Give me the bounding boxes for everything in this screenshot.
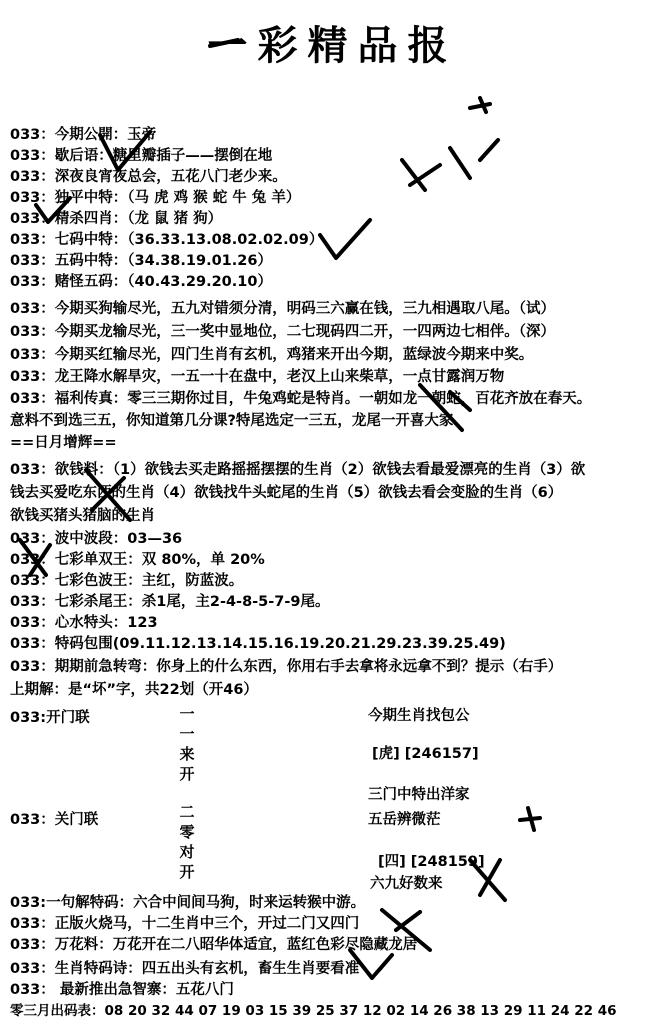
line-qima: 033：七码中特：（36.33.13.08.02.02.09） (10, 232, 324, 248)
page-title: 一彩精品报 (207, 22, 458, 69)
line-gou: 033：今期买狗输尽光，五九对错须分清，明码三六赢在钱，三九相遇取八尾。（试） (10, 301, 556, 317)
zodiac-title: 今期生肖找包公 (368, 708, 470, 724)
line-xinshui: 033：心水特头：123 (10, 615, 158, 631)
scribble-top-right (470, 98, 490, 112)
open-couplet-label: 033:开门联 (10, 710, 90, 726)
check-mark-3 (320, 220, 370, 258)
line-fuli: 033：福利传真：零三三期你过目，牛兔鸡蛇是特肖。一朝如龙一朝蛇，百花齐放在春天。 (10, 391, 592, 407)
zodiac-answer-2: [四] [248159] (378, 854, 485, 870)
close-couplet-label: 033：关门联 (10, 812, 99, 828)
zodiac-poem-2: 五岳辨微茫 (368, 812, 441, 828)
line-bozhong: 033：波中波段：03—36 (10, 531, 183, 547)
line-shengxiaoshi: 033：生肖特码诗：四五出头有玄机，畜生生肖要看准 (10, 961, 360, 977)
section-riyue: ==日月增辉== (10, 435, 117, 451)
line-yuqian-2: 钱去买爱吃东西的生肖（4）欲钱找牛头蛇尾的生肖（5）欲钱去看会变脸的生肖（6） (10, 485, 563, 501)
line-wanhua: 033：万花料：万花开在二八昭华体适宜，蓝红色彩尽隐藏龙居 (10, 937, 418, 953)
scribble-right-1 (520, 808, 540, 830)
line-xiehouyu: 033：歇后语：糖里瓣插子——摆倒在地 (10, 148, 273, 164)
line-long: 033：今期买龙输尽光，三一奖中显地位，二七现码四二开，一四两边七相伴。（深） (10, 324, 556, 340)
line-gongkai: 033：今期公開：玉帝 (10, 127, 157, 143)
line-yijujie: 033:一句解特码：六合中间间马狗，时来运转猴中游。 (10, 895, 366, 911)
line-sebo: 033：七彩色波王：主红，防蓝波。 (10, 573, 244, 589)
open-couplet-text: 一 一 来 开 (179, 705, 195, 783)
line-chumabiao: 零三月出码表：08 20 32 44 07 19 03 15 39 25 37 12 02 14 26 38 13 29 11 24 22 46 (10, 1003, 617, 1019)
zodiac-poem-1: 三门中特出洋家 (368, 787, 470, 803)
line-duping: 033：独平中特：（马 虎 鸡 猴 蛇 牛 兔 羊） (10, 190, 301, 206)
line-shawei: 033：七彩杀尾王：杀1尾，主2-4-8-5-7-9尾。 (10, 594, 330, 610)
line-shangqi: 上期解：是“坏”字，共22划（开46） (10, 682, 258, 698)
line-baowei: 033：特码包围(09.11.12.13.14.15.16.19.20.21.29.23.39.25.49) (10, 636, 506, 652)
zodiac-answer-1: [虎] [246157] (372, 746, 479, 762)
line-huoshaoma: 033：正版火烧马，十二生肖中三个，开过二门又四门 (10, 916, 360, 932)
line-wuma: 033：五码中特：（34.38.19.01.26） (10, 253, 272, 269)
line-duguai: 033：赌怪五码：（40.43.29.20.10） (10, 274, 272, 290)
close-couplet-text: 二 零 对 开 (179, 803, 195, 881)
line-yuqian-1: 033：欲钱料：（1）欲钱去买走路摇摇摆摆的生肖（2）欲钱去看最爱漂亮的生肖（3）欲 (10, 462, 586, 478)
line-fuli-cont: 意料不到选三五，你知道第几分课?特尾选定一三五，龙尾一开喜大家 (10, 413, 454, 429)
line-hong: 033：今期买红输尽光，四门生肖有玄机，鸡猪来开出今期，蓝绿波今期来中奖。 (10, 347, 534, 363)
zodiac-poem-3: 六九好数来 (370, 876, 443, 892)
line-longwang: 033：龙王降水解旱灾，一五一十在盘中，老汉上山来柴草，一点甘露润万物 (10, 369, 505, 385)
line-jizhuanwan: 033：期期前急转弯：你身上的什么东西，你用右手去拿将永远拿不到？提示（右手） (10, 659, 563, 675)
scribble-upper-right (402, 140, 498, 190)
line-jingsha: 033：精杀四肖：（龙 鼠 猪 狗） (10, 211, 223, 227)
line-danshuang: 033：七彩单双王：双 80%，单 20% (10, 552, 265, 568)
line-yuqian-3: 欲钱买猪头猪脑的生肖 (10, 508, 155, 524)
line-jizhizhai: 033： 最新推出急智寨：五花八门 (10, 982, 234, 998)
line-yezonghui: 033：深夜良宵夜总会，五花八门老少来。 (10, 169, 287, 185)
